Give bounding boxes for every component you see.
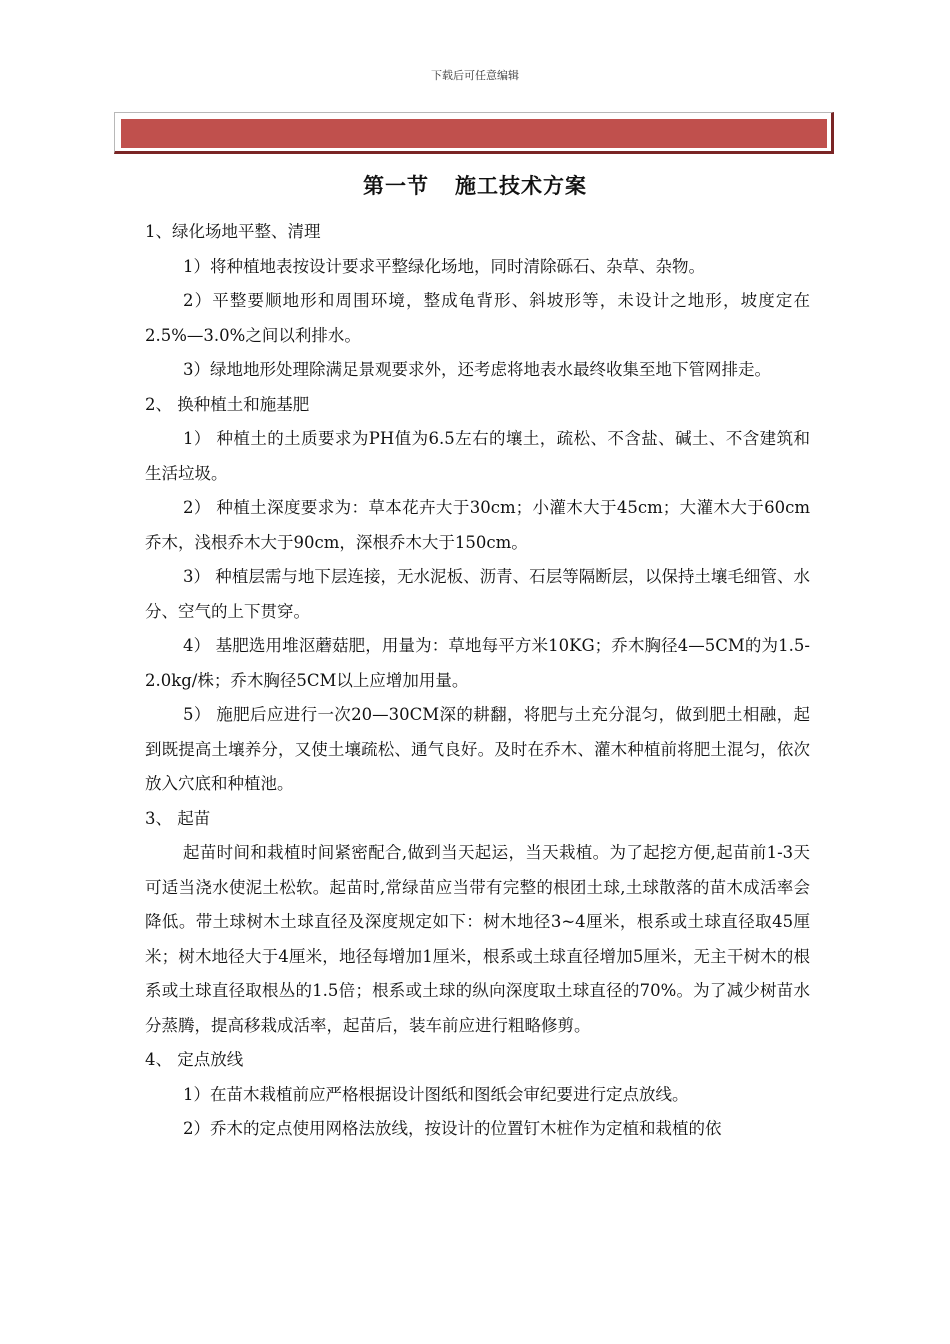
paragraph: 5） 施肥后应进行一次20—30CM深的耕翻，将肥与土充分混匀，做到肥土相融，起到既提高土壤养分，又使土壤疏松、通气良好。及时在乔木、灌木种植前将肥土混匀，依次放入穴底和种植池。 <box>145 705 810 793</box>
section-title <box>0 170 950 200</box>
paragraph: 2）乔木的定点使用网格法放线，按设计的位置钉木桩作为定植和栽植的依 <box>183 1119 722 1138</box>
document-body <box>145 215 810 1147</box>
paragraph: 2）平整要顺地形和周围环境，整成龟背形、斜坡形等，未设计之地形，坡度定在2.5%—3.0%之间以利排水。 <box>145 291 810 345</box>
paragraph: 3、 起苗 <box>145 808 211 828</box>
header-note: 下载后可任意编辑 <box>431 69 519 82</box>
paragraph: 1）在苗木栽植前应严格根据设计图纸和图纸会审纪要进行定点放线。 <box>183 1084 689 1104</box>
paragraph: 2、 换种植土和施基肥 <box>145 394 310 414</box>
paragraph: 1、绿化场地平整、清理 <box>145 222 321 241</box>
paragraph: 1）将种植地表按设计要求平整绿化场地，同时清除砾石、杂草、杂物。 <box>183 256 705 276</box>
paragraph: 3）绿地地形处理除满足景观要求外，还考虑将地表水最终收集至地下管网排走。 <box>183 360 771 379</box>
paragraph: 3） 种植层需与地下层连接，无水泥板、沥青、石层等隔断层，以保持土壤毛细管、水分、空气的上下贯穿。 <box>145 567 810 621</box>
paragraph: 2） 种植土深度要求为：草本花卉大于30cm；小灌木大于45cm；大灌木大于60cm乔木，浅根乔木大于90cm，深根乔木大于150cm。 <box>145 498 810 552</box>
paragraph: 1） 种植土的土质要求为PH值为6.5左右的壤土，疏松、不含盐、碱土、不含建筑和生活垃圾。 <box>145 429 810 483</box>
section-name: 施工技术方案 <box>455 174 587 198</box>
paragraph: 4、 定点放线 <box>145 1050 244 1069</box>
banner-bar <box>121 119 827 148</box>
paragraph: 4） 基肥选用堆沤蘑菇肥，用量为：草地每平方米10KG；乔木胸径4—5CM的为1.5-2.0kg/株；乔木胸径5CM以上应增加用量。 <box>145 636 810 690</box>
section-number: 第一节 <box>363 174 429 198</box>
paragraph: 起苗时间和栽植时间紧密配合,做到当天起运，当天栽植。为了起挖方便,起苗前1-3天可适当浇水使泥土松软。起苗时,常绿苗应当带有完整的根团土球,土球散落的苗木成活率会降低。带土球树木土球直径及深度规定如下：树木地径3~4厘米，根系或土球直径取45厘米；树木地径大于4厘米，地径每增加1厘米，根系或土球直径增加5厘米，无主干树木的根系或土球直径取根丛的1.5倍；根系或土球的纵向深度取土球直径的70%。为了减少树苗水分蒸腾，提高移栽成活率，起苗后，装车前应进行粗略修剪。 <box>145 843 810 1035</box>
